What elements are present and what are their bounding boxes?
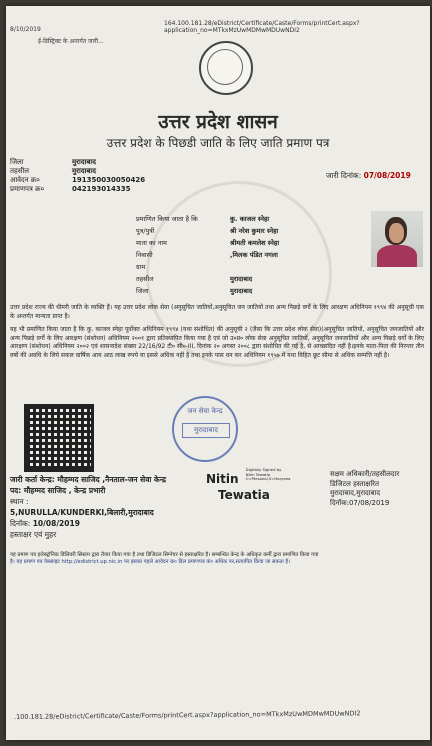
qr-code-icon <box>24 404 94 472</box>
signature-surname: Tewatia <box>218 488 270 502</box>
signature-digital-note: Digitally Signed by Nitin Tewatia C=Personal,S=Haryana <box>245 467 291 482</box>
field-father: पुत्र/पुत्री श्री नरेश कुमार स्नेहा <box>136 227 279 235</box>
footer-line-1: यह प्रमाण पत्र इलेक्ट्रॉनिक डिलिवरी सिस्टम द्वारा तैयार किया गया है तथा डिजिटल सिग्नेचर से हस्ताक्षरित है। सम्बन्धित केन्द्र के अधिकृत कर्मी द्वारा प्रमाणित किया गया <box>10 552 319 558</box>
seal-place-text: मुरादाबाद <box>182 423 230 438</box>
seal-top-text: जन सेवा केन्द्र <box>187 407 223 415</box>
certificate-title: उत्तर प्रदेश के पिछडी जाति के लिए जाति प्रमाण पत्र <box>106 136 330 150</box>
print-url-bottom[interactable]: .100.181.28/eDistrict/Certificate/Caste/Forms/printCert.aspx?application_no=MTkxMzUwMDMwMDUwNDI2 <box>13 709 361 721</box>
field-resident: निवासी ,मिलक पंडित नगला <box>136 251 278 259</box>
govt-title: उत्तर प्रदेश शासन <box>158 111 278 133</box>
footer-note <box>10 552 422 566</box>
meta-row-application-no: आवेदन क्र० 191350030050426 <box>10 176 146 184</box>
district-note: ई-डिस्ट्रिक्ट के अन्तर्गत जारी... <box>38 38 104 45</box>
print-date: 8/10/2019 <box>10 26 41 33</box>
issuer-center: जारी कर्ता केन्द्र: मौहम्मद साजिद ,नैनताल-जन सेवा केन्द्र <box>10 475 167 484</box>
digital-signature <box>206 468 290 487</box>
issuer-sign-label: हस्ताक्षर एवं मुहर <box>10 530 57 539</box>
applicant-photo <box>371 211 423 267</box>
authority-digital: डिजिटल हस्ताक्षरित <box>330 479 379 488</box>
issuer-place-label: स्थान : <box>10 497 29 506</box>
meta-row-district: जिला मुरादाबाद <box>10 158 96 166</box>
certificate-page <box>6 6 430 740</box>
field-district: जिला मुरादाबाद <box>136 287 253 295</box>
issuer-address: 5,NURULLA/KUNDERKI,बिलारी,मुरादाबाद <box>10 508 154 517</box>
footer-line-2[interactable]: है। यह प्रमाण पत्र वेबसाइट http://edistrict.up.nic.in पर इसका पहले आवेदन क० डिल प्रमाणपत्र कं० अधिक पर,सत्यापित किया जा सकता है। <box>10 559 291 565</box>
photo-body <box>377 245 417 267</box>
issuer-block <box>10 474 166 540</box>
applicant-fields <box>136 213 279 297</box>
field-name: प्रमाणित किया जाता है कि कु. काजल स्नेहा <box>136 215 270 223</box>
csc-seal-stamp <box>172 396 238 462</box>
authority-block <box>330 470 399 508</box>
issue-date: जारी दिनांक: 07/08/2019 <box>326 171 411 180</box>
issuer-date: दिनॉक: 10/08/2019 <box>10 519 80 528</box>
field-mother: माता का नाम श्रीमती कमलेश स्नेहा <box>136 239 280 247</box>
authority-date: दिनॉक:07/08/2019 <box>330 498 390 507</box>
field-tehsil: तहसील मुरादाबाद <box>136 275 253 283</box>
authority-place: मुरादाबाद,मुरादाबाद <box>330 489 381 497</box>
meta-block <box>10 158 145 194</box>
print-url[interactable]: 164.100.181.28/eDistrict/Certificate/Caste/Forms/printCert.aspx?application_no=MTkxMzUwMDMwMDUwNDI2 <box>164 20 360 34</box>
meta-row-certificate-no: प्रमाणपत्र क्र० 042193014335 <box>10 185 131 193</box>
photo-face <box>389 223 404 243</box>
signature-name: Nitin <box>206 472 239 486</box>
caste-paragraph: उत्तर प्रदेश राज्य की धीमरी जाति के व्यक्ति हैं। यह उत्तर प्रदेश लोक सेवा (अनुसूचित जातियों,अनुसूचित जन जातियों तथा अन्य पिछड़े वर्गों के लिए आरक्षण अधिनियम १९९४ की अनुसूची एक के अन्तर्गत मान्यता प्राप्त है। <box>10 304 424 320</box>
up-govt-emblem-icon <box>199 41 253 95</box>
field-village: ग्राम <box>136 263 146 271</box>
issuer-designation: पद: मौहम्मद साजिद , केन्द्र प्रभारी <box>10 486 106 495</box>
meta-row-tehsil: तहसील मुरादाबाद <box>10 167 96 175</box>
certification-paragraph: यह भी प्रमाणित किया जाता है कि कु. काजल स्नेहा पूर्वोक्त अधिनियम १९९४ (यथा संशोधित) की अनुसूची २ (जैसा कि उत्तर प्रदेश लोक सेवा)(अनुसूचित जातियों, अनुसूचित जनजातियों और अन्य पिछड़े वर्गों के लिए आरक्षण (संशोधन) अधिनियम २००१ द्वारा प्रतिस्थापित किया गया है एवं जो उ०प्र० लोक सेवा अनुसूचित जातियों, अनुसूचित जनजातियों और अन्य पिछड़े वर्गों के लिए आरक्षण (संशोधन) अधिनियम २००२ एवं शासनादेश संख्या 22/16/92 टी० सी०-III, दिनांक २० अगस्त २००८ द्वारा संशोधित की गई है, से आच्छादित नहीं है।इनके माता-पिता की निरन्तर तीन वर्षो की अवधि के लिये सकल वार्षिक आय आठ लाख रुपये या इससे अधिक नहीं है तथा इनके पास धन कर अधिनियम १९५७ में यथा विहित छूट सीमा से अधिक सम्पत्ति नहीं है। <box>10 326 424 359</box>
authority-title: सक्षम अधिकारी/तहसीलदार <box>330 470 400 478</box>
emblem-inner-ring <box>207 49 243 85</box>
